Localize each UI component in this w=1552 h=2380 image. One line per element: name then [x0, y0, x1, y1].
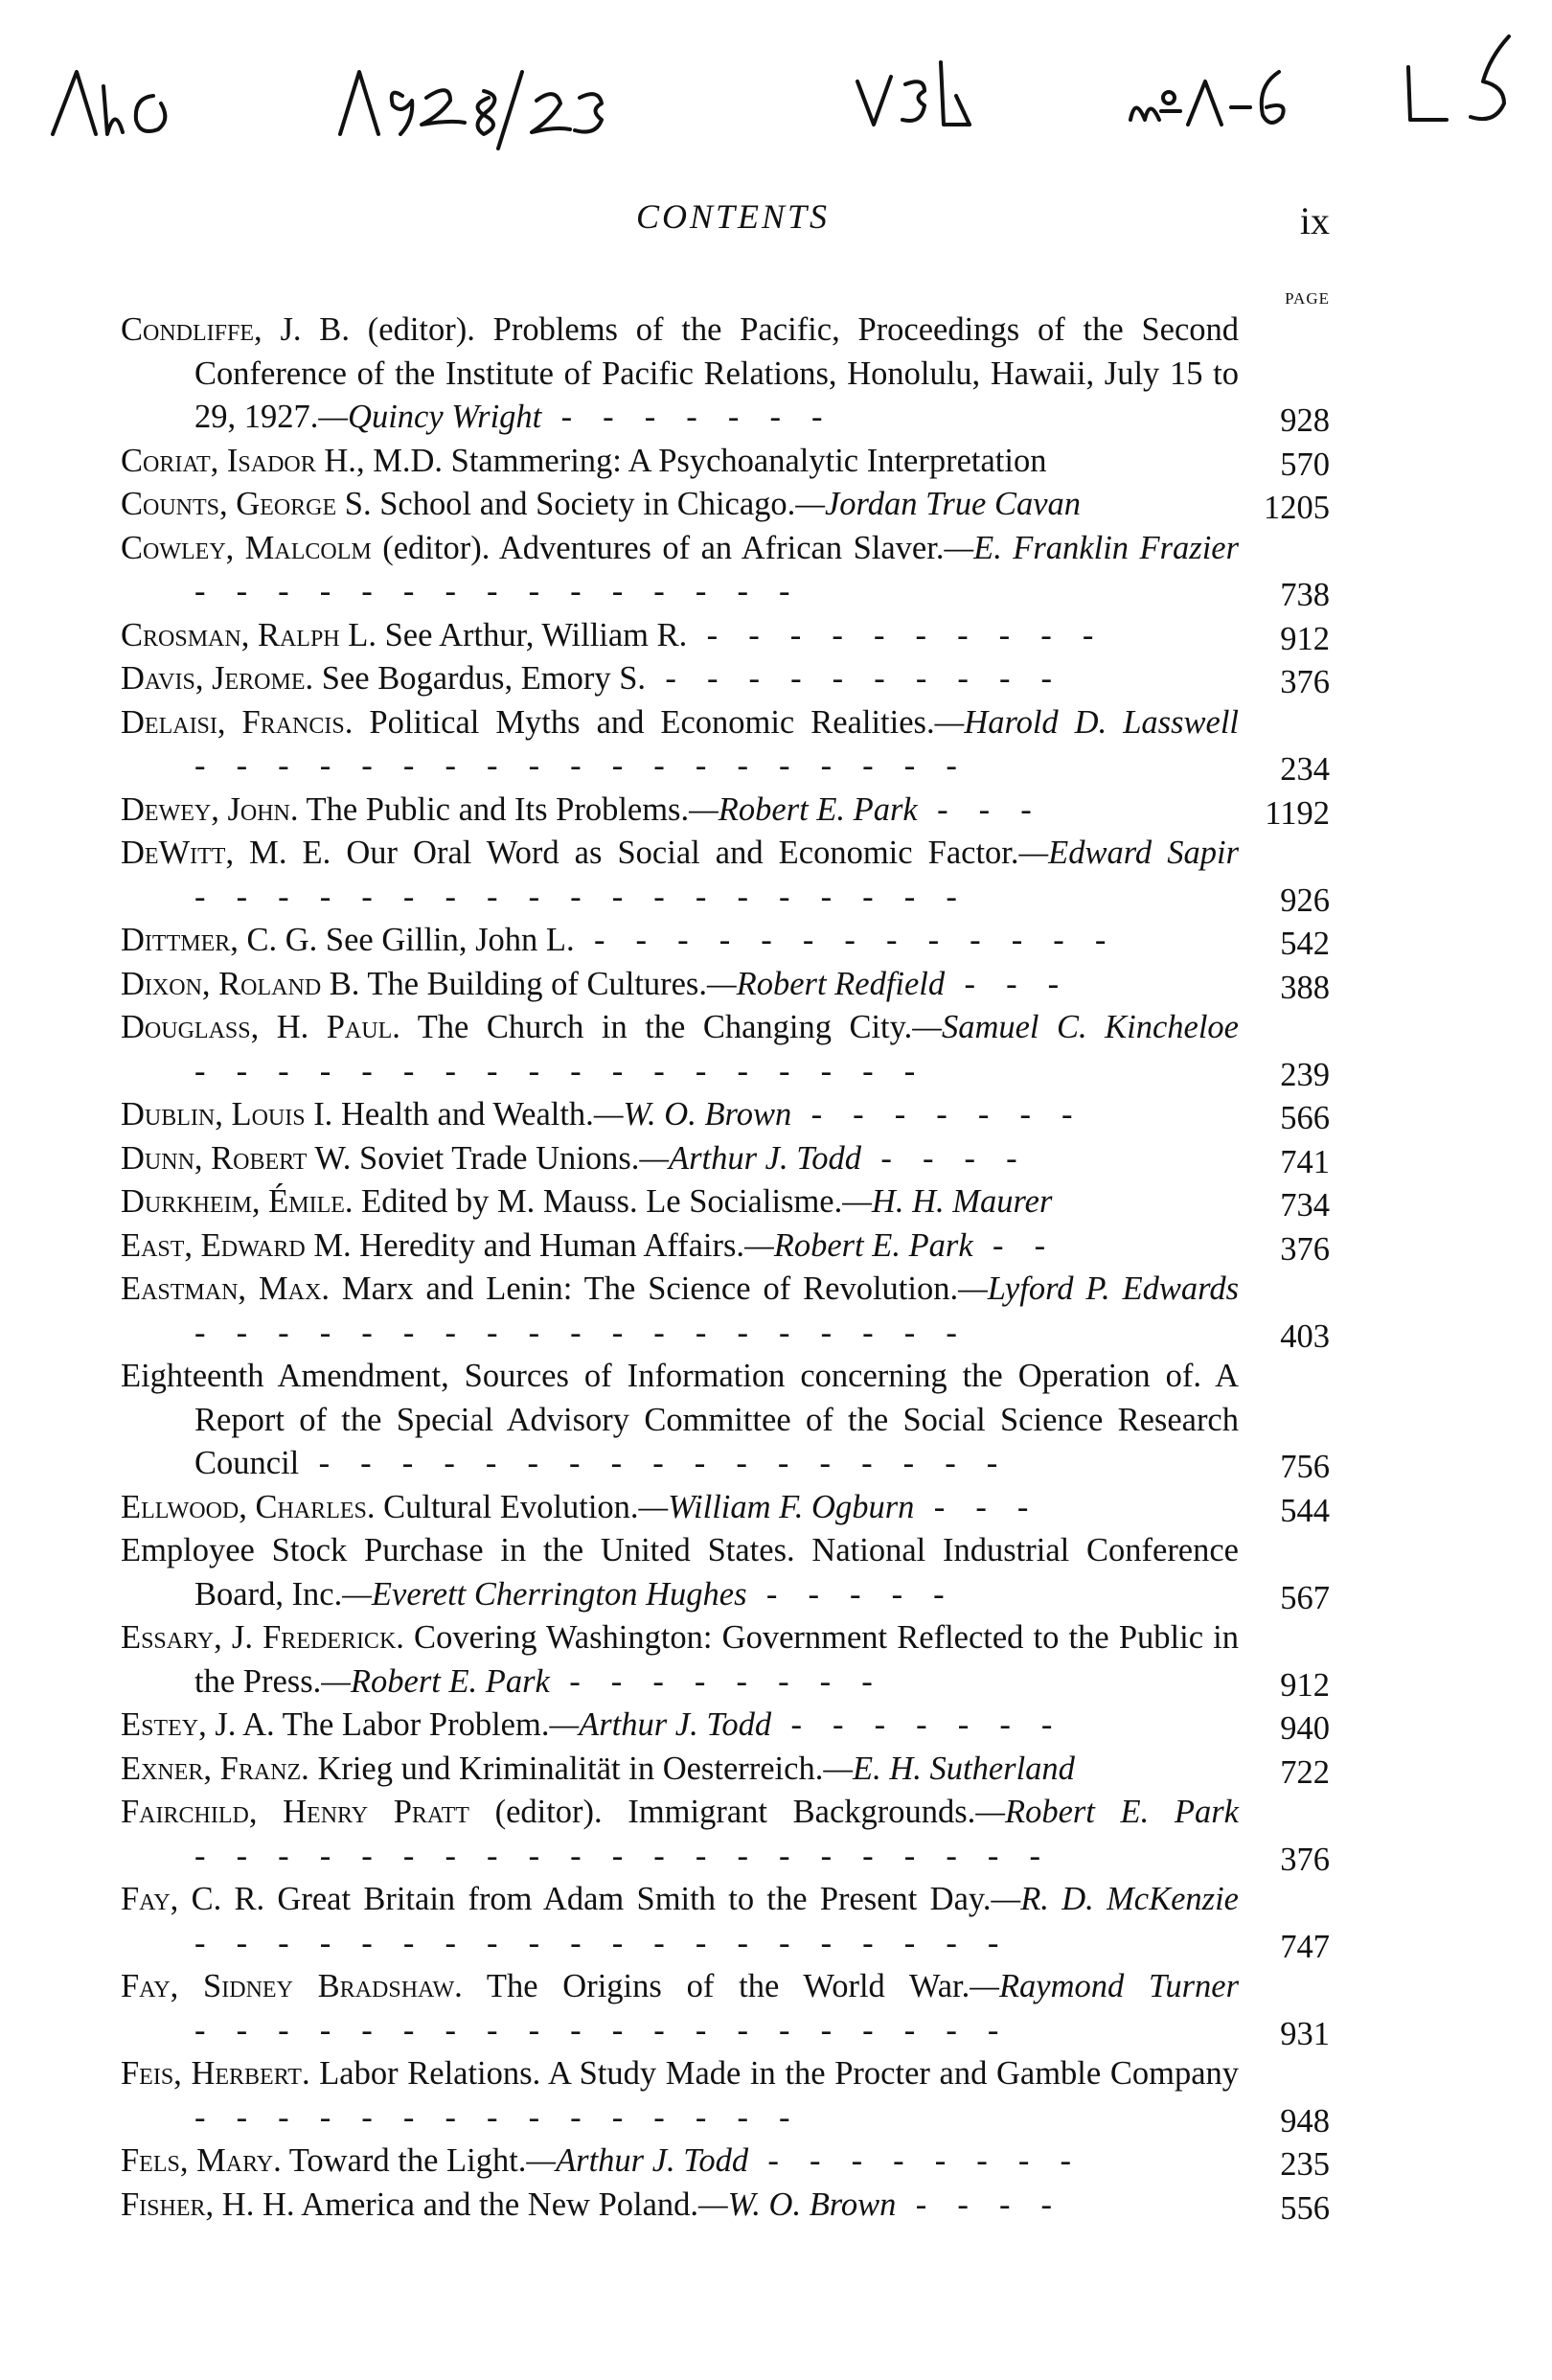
entry-title: Health and Wealth.	[332, 1096, 594, 1133]
entry-page-number: 544	[1280, 1492, 1330, 1529]
dot-leaders: - - - -	[861, 1139, 1029, 1177]
entry-title: Covering Washington: Government Reflected to the Public in the Press.	[194, 1619, 1239, 1700]
entry-reviewer: —Robert E. Park	[975, 1794, 1239, 1830]
handwritten-note-ls	[1408, 36, 1509, 120]
entry-page-number: 1192	[1265, 794, 1330, 832]
entry-page-number: 376	[1280, 664, 1330, 700]
dot-leaders: - - - - - - - - - - - - - - - - - -	[194, 1052, 926, 1089]
contents-list	[121, 309, 1330, 2227]
dot-leaders: - - - - - - -	[541, 399, 834, 435]
entry-page-number: 741	[1280, 1143, 1330, 1180]
entry-author: Durkheim, Émile.	[121, 1183, 354, 1220]
dot-leaders: - - -	[914, 1488, 1040, 1525]
entry-author: DeWitt, M. E.	[121, 835, 331, 871]
toc-entry	[121, 1355, 1330, 1486]
entry-reviewer: —Harold D. Lasswell	[934, 703, 1240, 741]
entry-title: Toward the Light.	[281, 2142, 527, 2179]
entry-reviewer: —Robert Redfield	[706, 965, 946, 1002]
entry-page-number: 928	[1280, 402, 1330, 439]
entry-title: Marx and Lenin: The Science of Revolution.	[329, 1270, 959, 1307]
entry-author: Crosman, Ralph L.	[121, 616, 377, 653]
entry-text	[121, 1180, 1330, 1224]
dot-leaders: - - - - - - - -	[549, 1662, 884, 1700]
entry-page-number: 542	[1280, 926, 1330, 962]
entry-title: Our Oral Word as Social and Economic Factor.	[331, 835, 1019, 871]
entry-author: Davis, Jerome.	[121, 660, 314, 697]
entry-text	[121, 1791, 1330, 1878]
entry-text	[121, 1006, 1330, 1093]
entry-text	[121, 483, 1330, 527]
entry-author: Fisher, H. H.	[121, 2185, 295, 2223]
toc-entry	[121, 614, 1330, 658]
entry-text	[121, 657, 1330, 701]
entry-reviewer: —R. D. McKenzie	[991, 1881, 1239, 1917]
dot-leaders: - -	[972, 1226, 1057, 1264]
running-title: CONTENTS	[635, 197, 831, 236]
handwritten-note-n6	[53, 72, 165, 134]
toc-entry	[121, 309, 1330, 440]
entry-title: Heredity and Human Affairs.	[351, 1226, 745, 1264]
entry-title: The Public and Its Problems.	[298, 790, 690, 828]
toc-entry	[121, 832, 1330, 919]
toc-entry	[121, 2052, 1330, 2140]
dot-leaders: - - - - -	[746, 1575, 956, 1613]
entry-reviewer: —Samuel C. Kincheloe	[912, 1009, 1239, 1045]
entry-page-number: 388	[1280, 969, 1330, 1006]
entry-page-number: 376	[1280, 1230, 1330, 1268]
entry-title: Political Myths and Economic Realities.	[353, 703, 935, 741]
toc-entry	[121, 1093, 1330, 1137]
toc-entry	[121, 527, 1330, 614]
toc-entry	[121, 789, 1330, 833]
entry-text	[121, 832, 1330, 919]
entry-text	[121, 2184, 1330, 2228]
toc-entry	[121, 963, 1330, 1007]
entry-author: Dublin, Louis I.	[121, 1096, 333, 1133]
entry-reviewer: —Raymond Turner	[970, 1968, 1239, 2004]
entry-page-number: 567	[1280, 1579, 1330, 1616]
toc-entry	[121, 1704, 1330, 1748]
entry-reviewer: —Lyford P. Edwards	[958, 1270, 1240, 1307]
dot-leaders: - - -	[917, 790, 1043, 828]
entry-page-number: 734	[1280, 1187, 1330, 1224]
entry-author: Essary, J. Frederick.	[121, 1619, 404, 1656]
entry-author: Dewey, John.	[121, 790, 299, 828]
entry-title: Edited by M. Mauss. Le Socialisme.	[353, 1183, 843, 1220]
entry-text	[121, 1268, 1330, 1355]
entry-page-number: 948	[1280, 2102, 1330, 2140]
entry-author: Condliffe, J. B.	[121, 311, 350, 348]
entry-page-number: 1205	[1264, 490, 1330, 526]
entry-text	[121, 1137, 1330, 1181]
entry-text	[121, 309, 1330, 440]
entry-page-number: 570	[1280, 446, 1330, 483]
dot-leaders: - - - - - - - - - - - - - - - - - - - -	[194, 2011, 1011, 2048]
entry-text	[121, 614, 1330, 658]
entry-text	[121, 1486, 1330, 1530]
entry-page-number: 756	[1280, 1449, 1330, 1485]
dot-leaders: - - - - - - - - - - - - - - -	[194, 2098, 802, 2136]
entry-reviewer: —Jordan True Cavan	[795, 486, 1082, 522]
entry-author: Fairchild, Henry Pratt	[121, 1794, 469, 1830]
entry-title: Cultural Evolution.	[375, 1488, 639, 1525]
entry-author: Coriat, Isador H.	[121, 442, 356, 479]
toc-entry	[121, 1486, 1330, 1530]
dot-leaders: - - - - - - -	[791, 1096, 1084, 1133]
dot-leaders: - - - - - - - -	[748, 2142, 1083, 2179]
entry-text	[121, 1616, 1330, 1704]
entry-author: Exner, Franz.	[121, 1750, 309, 1787]
entry-title: , M.D. Stammering: A Psychoanalytic Interpretation	[355, 442, 1047, 479]
dot-leaders: - - - - - - - - - - - - - - - - - - -	[194, 747, 969, 784]
entry-author: Counts, George S.	[121, 486, 372, 522]
entry-text	[121, 1748, 1330, 1792]
toc-entry	[121, 2184, 1330, 2228]
entry-title: The Origins of the World War.	[462, 1968, 970, 2004]
entry-author: Eastman, Max.	[121, 1270, 330, 1307]
entry-page-number: 931	[1280, 2015, 1330, 2052]
dot-leaders: - - - - - - -	[771, 1706, 1064, 1743]
entry-title: (editor). Immigrant Backgrounds.	[468, 1794, 976, 1830]
entry-text	[121, 1878, 1330, 1965]
toc-entry	[121, 1268, 1330, 1355]
entry-title: The Church in the Changing City.	[399, 1009, 913, 1045]
entry-author: Dittmer, C. G.	[121, 922, 318, 958]
page-column-label: PAGE	[1285, 289, 1330, 308]
entry-reviewer: —Quincy Wright	[318, 399, 542, 435]
entry-author: Fay, Sidney Bradshaw.	[121, 1968, 463, 2004]
entry-reviewer: —Everett Cherrington Hughes	[342, 1575, 747, 1613]
entry-text	[121, 527, 1330, 614]
entry-reviewer: —Robert E. Park	[321, 1662, 550, 1700]
running-head	[0, 196, 1552, 254]
entry-text	[121, 1224, 1330, 1269]
entry-reviewer: —William F. Ogburn	[638, 1488, 915, 1525]
toc-entry	[121, 1006, 1330, 1093]
dot-leaders: - - - - - - - - - -	[687, 616, 1106, 653]
toc-entry	[121, 657, 1330, 701]
toc-entry	[121, 1878, 1330, 1965]
toc-entry	[121, 1529, 1330, 1616]
toc-entry	[121, 1616, 1330, 1704]
entry-author: East, Edward M.	[121, 1226, 352, 1264]
entry-page-number: 235	[1280, 2146, 1330, 2183]
entry-author: Feis, Herbert.	[121, 2055, 310, 2092]
entry-page-number: 747	[1280, 1928, 1330, 1965]
entry-author: Delaisi, Francis.	[121, 703, 354, 741]
entry-reviewer: —Arthur J. Todd	[639, 1139, 862, 1177]
toc-entry	[121, 1748, 1330, 1792]
entry-author: Fels, Mary.	[121, 2142, 282, 2179]
dot-leaders: - - - - - - - - - - - - - - - - - - - - -	[194, 1837, 1052, 1874]
entry-reviewer: —W. O. Brown	[698, 2185, 897, 2223]
entry-text	[121, 1704, 1330, 1748]
entry-title: Eighteenth Amendment, Sources of Information concerning the Operation of. A Report of the Special Advisory Committee of the Social Science Research Council	[121, 1358, 1239, 1481]
dot-leaders: - - - - - - - - - - - - - - - - - - -	[194, 1314, 969, 1351]
entry-page-number: 403	[1280, 1317, 1330, 1355]
entry-reviewer: —Edward Sapir	[1018, 835, 1239, 871]
entry-text	[121, 919, 1330, 963]
entry-author: Dixon, Roland B.	[121, 965, 360, 1002]
entry-title: See Gillin, John L.	[317, 922, 575, 958]
toc-entry	[121, 1180, 1330, 1224]
entry-title: Krieg und Kriminalität in Oesterreich.	[308, 1750, 824, 1787]
entry-page-number: 940	[1280, 1710, 1330, 1747]
entry-text	[121, 1093, 1330, 1137]
entry-title: School and Society in Chicago.	[371, 486, 796, 522]
entry-title: Soviet Trade Unions.	[351, 1139, 640, 1177]
entry-author: Fay, C. R.	[121, 1881, 265, 1917]
entry-author: Cowley, Malcolm	[121, 529, 372, 566]
handwritten-annotation	[0, 29, 1552, 163]
entry-title: (editor). Problems of the Pacific, Proceedings of the Second Conference of the Institute of Pacific Relations, Honolulu, Hawaii, July 15 to 29, 1927.	[194, 311, 1240, 435]
entry-text	[121, 701, 1330, 789]
dot-leaders: - - - - - - - - - - - - - - -	[194, 573, 802, 609]
entry-page-number: 239	[1280, 1056, 1330, 1093]
page-folio: ix	[1299, 199, 1330, 242]
entry-title: America and the New Poland.	[294, 2185, 699, 2223]
entry-text	[121, 1355, 1330, 1486]
entry-reviewer: —Arthur J. Todd	[526, 2142, 749, 2179]
entry-text	[121, 2140, 1330, 2184]
entry-reviewer: —Robert E. Park	[689, 790, 918, 828]
entry-page-number: 234	[1280, 751, 1330, 788]
entry-reviewer: —E. Franklin Frazier	[944, 529, 1240, 566]
entry-text	[121, 789, 1330, 833]
entry-page-number: 376	[1280, 1841, 1330, 1878]
toc-entry	[121, 919, 1330, 963]
toc-entry	[121, 1791, 1330, 1878]
handwritten-note-year	[340, 72, 602, 149]
dot-leaders: - - - - - - - - - - - - - - - - - - - -	[194, 1924, 1011, 1961]
toc-entry	[121, 1137, 1330, 1181]
toc-entry	[121, 483, 1330, 527]
entry-text	[121, 2052, 1330, 2140]
dot-leaders: - - - - - - - - - - - - -	[574, 922, 1118, 958]
entry-title: (editor). Adventures of an African Slaver.	[371, 529, 945, 566]
entry-page-number: 738	[1280, 577, 1330, 613]
dot-leaders: - - - - - - - - - -	[646, 660, 1063, 697]
handwritten-note-volume	[857, 62, 970, 125]
entry-page-number: 556	[1280, 2189, 1330, 2227]
entry-title: The Building of Cultures.	[359, 965, 707, 1002]
entry-author: Douglass, H. Paul.	[121, 1009, 400, 1045]
entry-title: See Arthur, William R.	[376, 616, 688, 653]
toc-entry	[121, 1224, 1330, 1269]
entry-reviewer: —H. H. Maurer	[842, 1183, 1053, 1220]
dot-leaders: - - - -	[896, 2185, 1063, 2223]
entry-text	[121, 1965, 1330, 2052]
entry-page-number: 566	[1280, 1100, 1330, 1136]
entry-page-number: 912	[1280, 620, 1330, 657]
entry-title: Labor Relations. A Study Made in the Procter and Gamble Company	[309, 2055, 1240, 2092]
entry-text	[121, 440, 1330, 484]
dot-leaders: - - - - - - - - - - - - - - - - -	[299, 1445, 1010, 1481]
toc-entry	[121, 701, 1330, 789]
entry-page-number: 926	[1280, 881, 1330, 919]
entry-reviewer: —E. H. Sutherland	[823, 1750, 1075, 1787]
entry-author: Ellwood, Charles.	[121, 1488, 376, 1525]
entry-page-number: 912	[1280, 1666, 1330, 1704]
entry-page-number: 722	[1280, 1753, 1330, 1791]
toc-entry	[121, 2140, 1330, 2184]
entry-text	[121, 963, 1330, 1007]
entry-author: Estey, J. A.	[121, 1706, 275, 1743]
entry-author: Dunn, Robert W.	[121, 1139, 352, 1177]
toc-entry	[121, 1965, 1330, 2052]
entry-reviewer: —Arthur J. Todd	[549, 1706, 772, 1743]
entry-reviewer: —Robert E. Park	[744, 1226, 973, 1264]
entry-title: See Bogardus, Emory S.	[313, 660, 647, 697]
entry-text	[121, 1529, 1330, 1616]
handwritten-note-numbers	[1130, 72, 1284, 125]
entry-title: The Labor Problem.	[274, 1706, 550, 1743]
toc-entry	[121, 440, 1330, 484]
dot-leaders: - - - - - - - - - - - - - - - - - - -	[194, 878, 969, 915]
entry-title: Employee Stock Purchase in the United States. National Industrial Conference Board, Inc.	[121, 1532, 1239, 1613]
dot-leaders: - - -	[945, 965, 1070, 1002]
entry-reviewer: —W. O. Brown	[593, 1096, 792, 1133]
entry-title: Great Britain from Adam Smith to the Present Day.	[264, 1881, 992, 1917]
